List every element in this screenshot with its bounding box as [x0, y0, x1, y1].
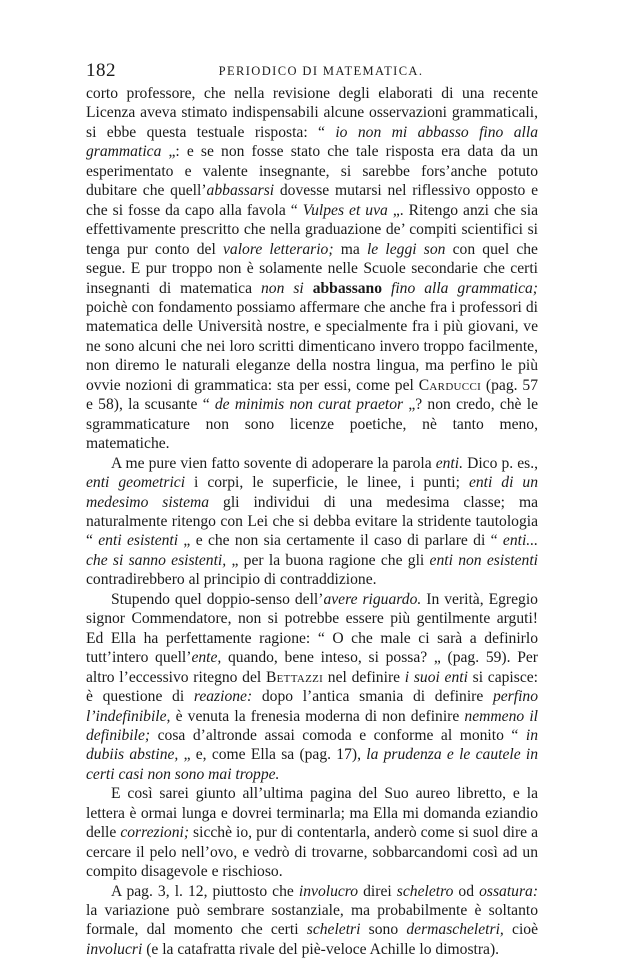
text-run: nel definire — [323, 668, 405, 686]
italic-run: ossatura: — [479, 882, 539, 900]
italic-run: correzioni; — [120, 824, 190, 842]
text-run: E così sarei giunto all’ultima pagina del Suo aureo libretto, e la lettera è ormai lunga e dovrei terminarla; ma Ella mi domanda eziandio delle — [86, 785, 538, 842]
italic-run: enti esistenti — [98, 532, 179, 550]
text-run — [304, 280, 313, 297]
text-run: „ e che non sia certamente il caso di parlare di “ — [178, 532, 503, 550]
text-run: (e la catafratta rivale del piè-veloce Achille lo dimostra). — [142, 940, 500, 958]
italic-run: la prudenza e le cautele in certi casi non sono mai troppe. — [86, 746, 539, 783]
italic-run: in dubiis abstine, — [86, 726, 538, 764]
paragraph — [86, 454, 538, 590]
page-number: 182 — [86, 60, 116, 81]
text-run: Dico p. es., — [463, 454, 538, 472]
text-run: „: e se non fosse stato che tale risposta era data da un esperimentato e valente insegnante, si sarebbe fors’anche potuto dubitare che quell’ — [86, 143, 538, 200]
italic-run: avere riguardo. — [323, 590, 422, 608]
italic-run: dermascheletri, — [406, 921, 504, 939]
text-run: In verità, Egregio signor Commendatore, non si potrebbe essere più gentilmente arguti! Ed Ella ha perfettamente ragione: “ O che male ci sarà a definirlo tutt’intero quell’ — [86, 590, 538, 667]
text-run: „? non credo, chè le sgrammaticature non sono licenze poetiche, nè tanto meno, matematiche. — [86, 396, 538, 453]
italic-run: ente, — [191, 649, 222, 667]
text-run: contradirebbero al principio di contraddizione. — [86, 571, 377, 589]
text-run: poichè con fondamento possiamo affermare che anche fra i professori di matematica delle Università nostre, e specialmente fra i più giovani, ve ne sono alcuni che nei loro scritti dimenticano invero troppo facilmente, non diremo le naturali eleganze della nostra lingua, ma perfino le più ovvie nozioni di grammatica: sta per essi, come pel — [86, 298, 538, 394]
italic-run: enti. — [435, 454, 463, 472]
text-run: A me pure vien fatto sovente di adoperare la parola — [111, 454, 436, 472]
text-run: „. Ritengo anzi che sia effettivamente prescritto che nella graduazione de’ compiti scientifici si tenga pur conto del — [86, 201, 538, 258]
text-run: è venuta la frenesia moderna di non definire — [170, 707, 465, 725]
page-header — [86, 60, 538, 84]
text-run: gli individui di una medesima classe; ma naturalmente ritengo con Lei che si debba evitare la stridente tautologia “ — [86, 493, 538, 550]
bold-run: abbassano — [312, 279, 383, 297]
italic-run: reazione: — [193, 688, 253, 706]
italic-run: enti... che si sanno esistenti, — [86, 532, 538, 569]
text-run: quando, bene inteso, si possa? „ (pag. 59). Per altro l’eccessivo ritegno del — [86, 649, 538, 686]
author-name: Carducci — [418, 376, 482, 394]
text-run: cioè — [503, 921, 538, 939]
italic-run: enti di un medesimo sistema — [86, 474, 538, 511]
italic-run: nemmeno il definibile; — [86, 707, 538, 744]
author-name: Bettazzi — [265, 668, 324, 686]
text-run: „ per la buona ragione che gli — [226, 551, 430, 569]
paragraph — [86, 784, 538, 881]
running-title: PERIODICO DI MATEMATICA. — [218, 64, 424, 78]
italic-run: de minimis non curat praetor — [214, 396, 404, 414]
page-body — [86, 84, 538, 959]
italic-run: fino alla grammatica; — [391, 279, 538, 297]
text-run: sicchè io, pur di contentarla, anderò come si suol dire a cercare il pelo nell’ovo, e vedrò di trovarne, sobbarcandomi così ad un compito disagevole e rischioso. — [86, 824, 539, 881]
paragraph — [86, 882, 538, 959]
italic-run: enti geometrici — [86, 474, 186, 492]
text-run: con quel che segue. E pur troppo non è solamente nelle Scuole secondarie che certi insegnanti di matematica — [86, 240, 538, 297]
paragraph — [86, 84, 538, 454]
italic-run: non si — [260, 279, 304, 297]
text-run: od — [453, 882, 480, 900]
text-run: corto professore, che nella revisione degli elaborati di una recente Licenza aveva stimato indispensabili alcune osservazioni grammaticali, si ebbe questa testuale risposta: “ — [86, 85, 538, 141]
italic-run: involucro — [298, 882, 359, 900]
text-run: i corpi, le superficie, le linee, i punti; — [185, 474, 469, 492]
text-run: cosa d’altronde assai comoda e conforme al monito “ — [150, 726, 526, 744]
text-run: (pag. 57 e 58), la scusante “ — [86, 376, 539, 414]
text-run: dopo l’antica smania di definire — [252, 688, 493, 706]
italic-run: scheletri — [306, 921, 361, 939]
italic-run: scheletro — [396, 882, 454, 900]
italic-run: Vulpes et uva — [302, 201, 388, 219]
text-run: „ e, come Ella sa (pag. 17), — [178, 746, 367, 764]
italic-run: involucri — [86, 940, 143, 958]
italic-run: io non mi abbasso fino alla grammatica — [86, 123, 538, 161]
text-run: la variazione può sembrare sostanziale, ma probabilmente è soltanto formale, dal momento che certi — [86, 902, 538, 939]
italic-run: valore letterario; — [222, 240, 334, 258]
italic-run: enti non esistenti — [429, 551, 538, 569]
text-run: dovesse mutarsi nel riflessivo opposto e che si fosse da capo alla favola “ — [86, 182, 538, 219]
text-run: direi — [358, 882, 397, 900]
text-run: ma — [333, 240, 367, 258]
italic-run: i suoi enti — [404, 668, 468, 686]
text-run: Stupendo quel doppio-senso dell’ — [111, 590, 324, 608]
text-run: sono — [360, 921, 407, 939]
italic-run: le leggi son — [366, 240, 446, 258]
italic-run: abbassarsi — [206, 182, 275, 200]
paragraph — [86, 590, 538, 785]
text-run: si capisce: è questione di — [86, 668, 538, 706]
text-run: A pag. 3, l. 12, piuttosto che — [111, 882, 299, 900]
text-run — [382, 280, 391, 297]
italic-run: perfino l’indefinibile, — [86, 688, 538, 725]
